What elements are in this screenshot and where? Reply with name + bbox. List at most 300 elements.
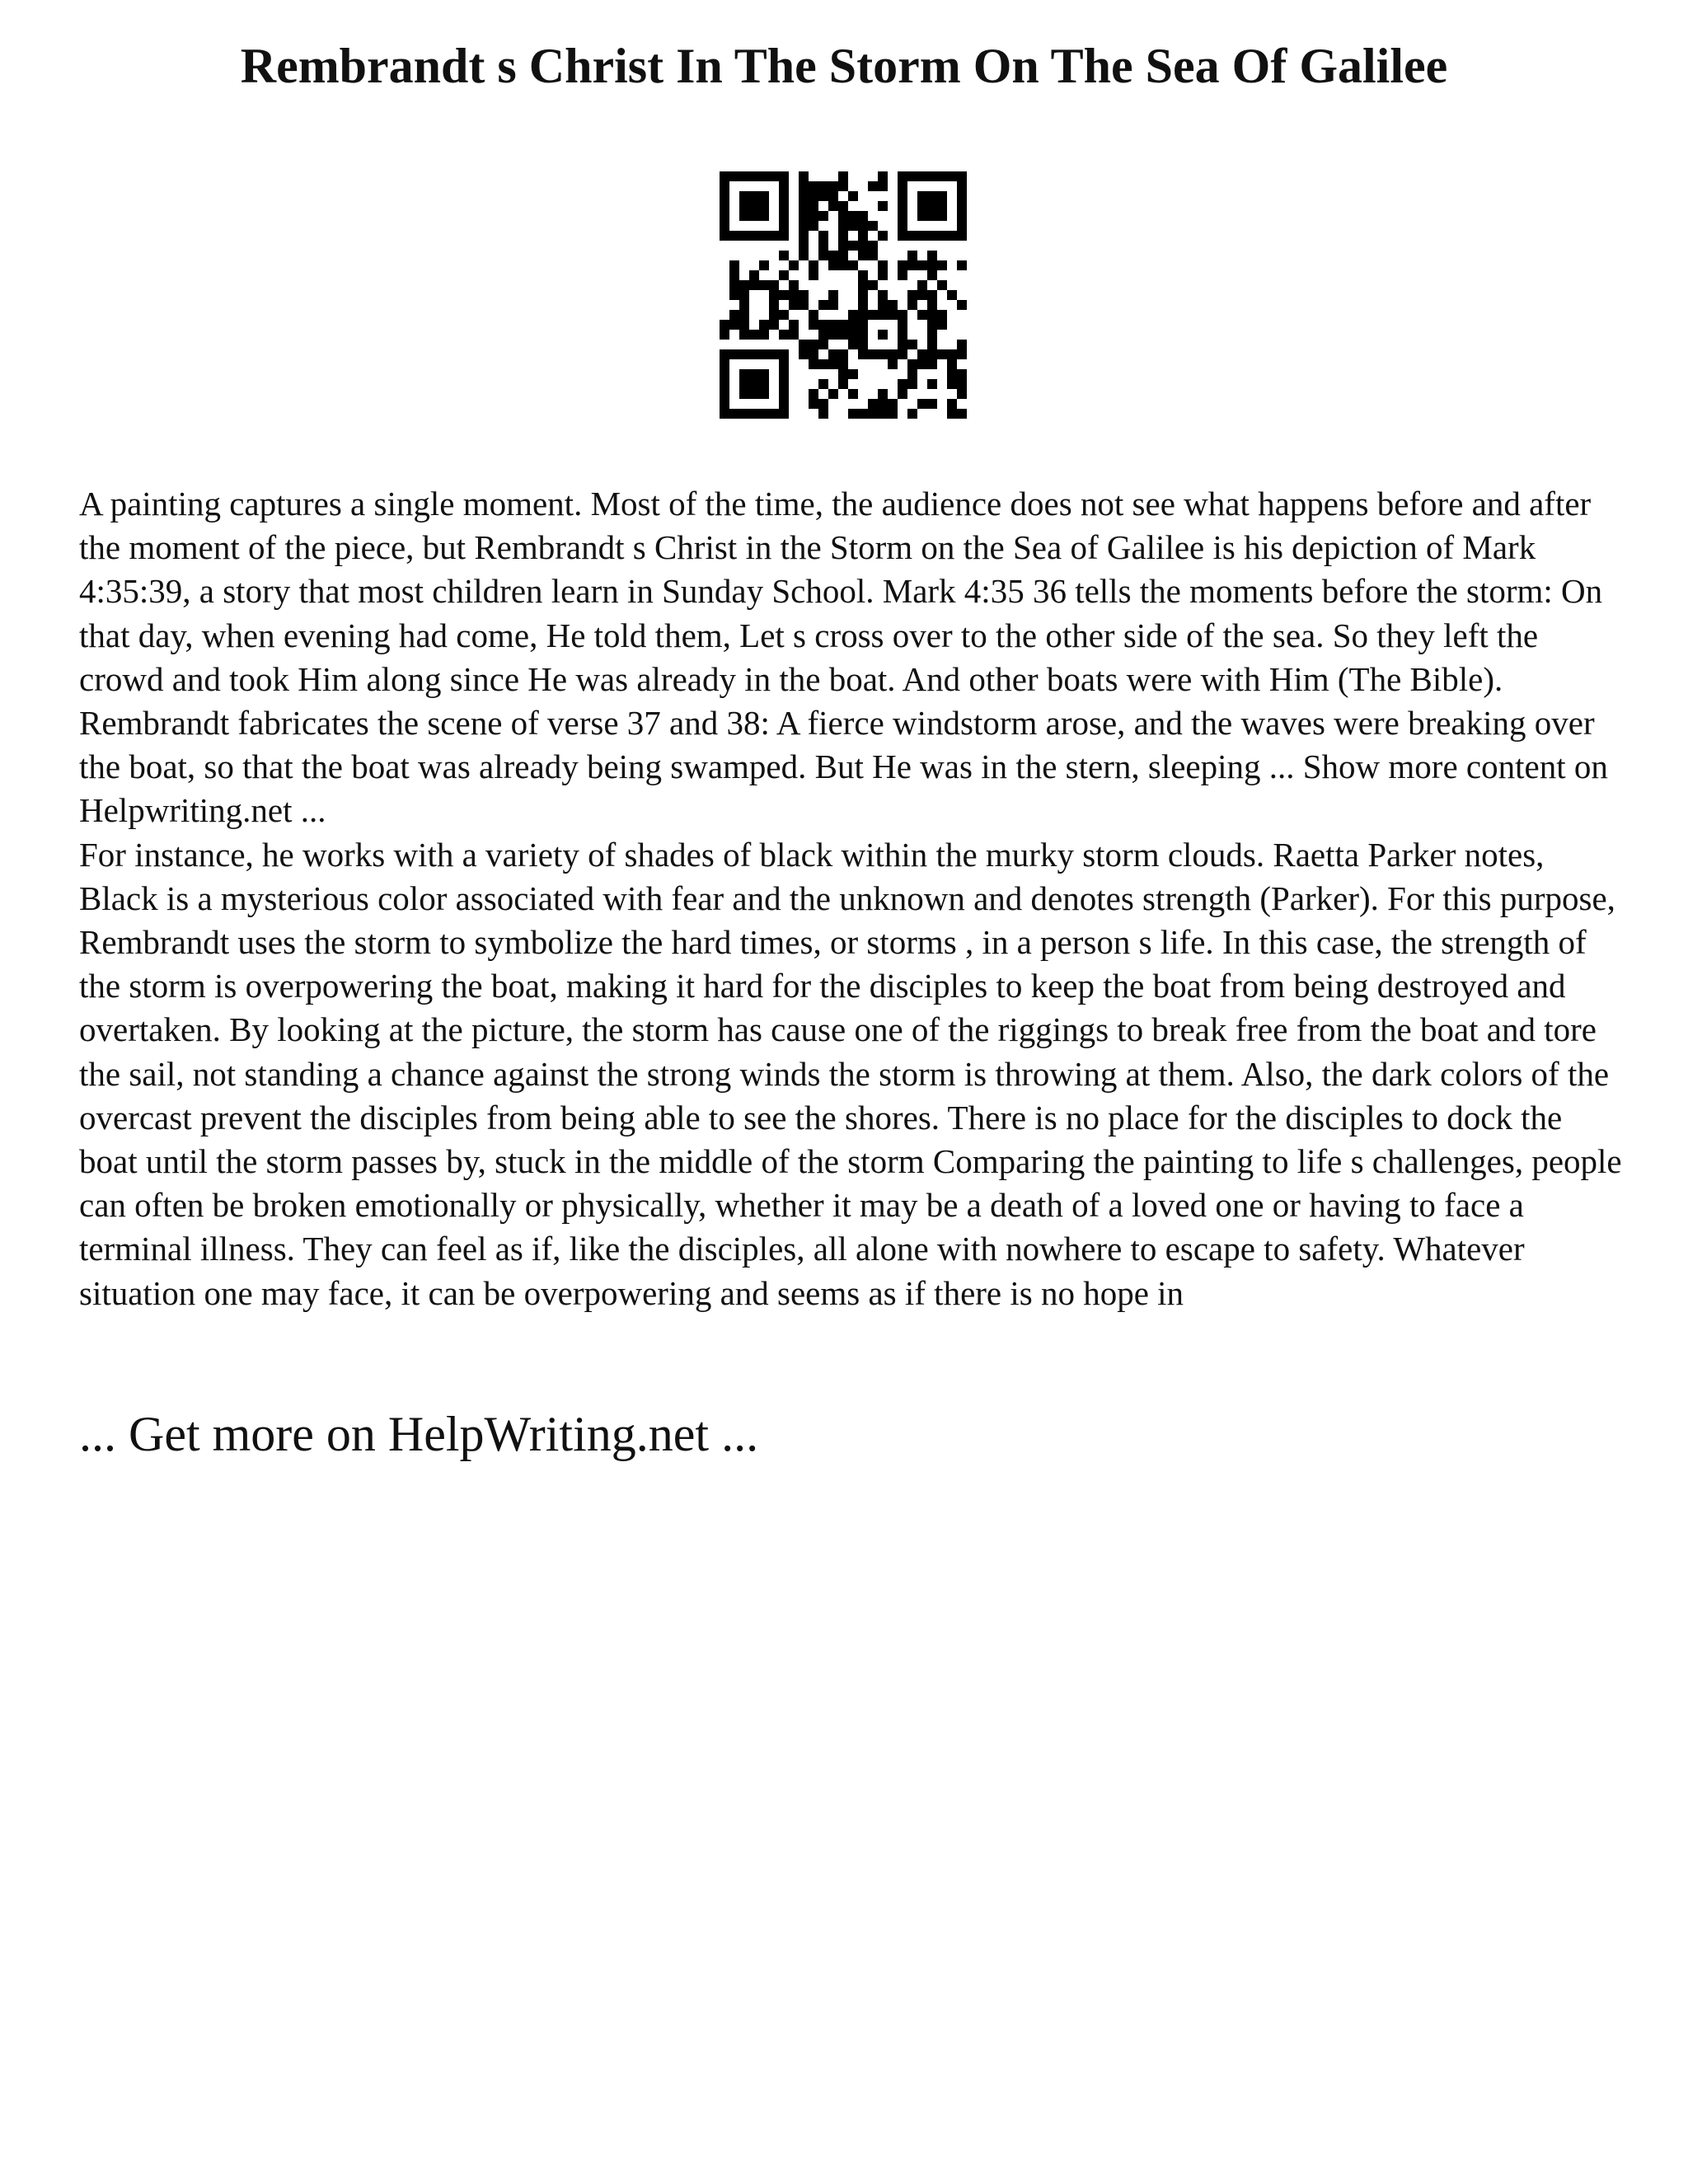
qr-module	[739, 330, 749, 340]
qr-module	[799, 231, 809, 241]
qr-module	[720, 409, 729, 419]
qr-module	[927, 379, 937, 389]
qr-module	[828, 290, 838, 300]
get-more-link[interactable]: ... Get more on HelpWriting.net ...	[79, 1407, 759, 1461]
qr-module	[809, 320, 818, 330]
qr-module	[789, 300, 799, 310]
qr-module	[759, 349, 769, 359]
qr-module	[818, 379, 828, 389]
qr-module	[848, 330, 858, 340]
qr-module	[818, 241, 828, 251]
qr-module	[809, 191, 818, 201]
qr-module	[947, 409, 957, 419]
qr-module	[907, 409, 917, 419]
qr-module	[898, 310, 907, 320]
qr-module	[917, 260, 927, 270]
qr-module	[927, 201, 937, 211]
qr-module	[729, 290, 739, 300]
qr-module	[888, 310, 898, 320]
qr-module	[888, 399, 898, 409]
qr-module	[749, 389, 759, 399]
qr-module	[937, 310, 947, 320]
qr-module	[907, 359, 917, 369]
qr-module	[858, 320, 868, 330]
qr-module	[720, 369, 729, 379]
qr-module	[878, 260, 888, 270]
qr-module	[868, 349, 878, 359]
qr-module	[917, 290, 927, 300]
qr-module	[720, 349, 729, 359]
qr-module	[749, 409, 759, 419]
qr-module	[749, 280, 759, 290]
qr-module	[937, 211, 947, 221]
qr-module	[878, 290, 888, 300]
page-title: Rembrandt s Christ In The Storm On The Sea Of Galilee	[240, 39, 1448, 93]
qr-module	[957, 171, 967, 181]
qr-module	[809, 389, 818, 399]
qr-module	[937, 260, 947, 270]
qr-module	[838, 241, 848, 251]
qr-module	[779, 399, 789, 409]
qr-module	[917, 349, 927, 359]
qr-module	[898, 330, 907, 340]
qr-module	[917, 201, 927, 211]
qr-module	[759, 369, 769, 379]
qr-module	[769, 409, 779, 419]
qr-module	[858, 241, 868, 251]
qr-module	[878, 171, 888, 181]
qr-module	[838, 369, 848, 379]
qr-module	[957, 300, 967, 310]
qr-module	[749, 201, 759, 211]
paragraph-2: For instance, he works with a variety of shades of black within the murky storm clouds. Raetta Parker notes, Black is a mysterious color associated with fear and the unknown and denotes strength (Parker). For this purpose, Rembrandt uses the storm to symbolize the hard times, or storms , in a person s life. In this case, the strength of the storm is overpowering the boat, making it hard for the disciples to keep the boat from being destroyed and overtaken. By looking at the picture, the storm has cause one of the riggings to break free from the boat and tore the sail, not standing a chance against the strong winds the storm is throwing at them. Also, the dark colors of the overcast prevent the disciples from being able to see the shores. There is no place for the disciples to dock the boat until the storm passes by, stuck in the middle of the storm Comparing the painting to life s challenges, people can often be broken emotionally or physically, whether it may be a death of a loved one or having to face a terminal illness. They can feel as if, like the disciples, all alone with nowhere to escape to safety. Whatever situation one may face, it can be overpowering and seems as if there is no hope in	[79, 835, 1622, 1312]
qr-module	[838, 320, 848, 330]
qr-module	[858, 310, 868, 320]
qr-module	[898, 231, 907, 241]
qr-module	[947, 369, 957, 379]
qr-module	[818, 359, 828, 369]
qr-module	[799, 191, 809, 201]
qr-module	[947, 379, 957, 389]
qr-module	[799, 181, 809, 191]
qr-module	[759, 171, 769, 181]
qr-module	[858, 340, 868, 349]
qr-module	[937, 201, 947, 211]
qr-module	[858, 349, 868, 359]
qr-module	[769, 349, 779, 359]
qr-module	[957, 340, 967, 349]
qr-module	[809, 181, 818, 191]
qr-module	[828, 191, 838, 201]
qr-module	[799, 241, 809, 251]
qr-module	[739, 300, 749, 310]
qr-module	[759, 191, 769, 201]
qr-module	[720, 191, 729, 201]
qr-module	[739, 191, 749, 201]
qr-module	[838, 330, 848, 340]
qr-module	[759, 260, 769, 270]
qr-module	[957, 369, 967, 379]
qr-module	[838, 211, 848, 221]
qr-module	[779, 389, 789, 399]
qr-module	[907, 260, 917, 270]
qr-module	[957, 181, 967, 191]
qr-module	[779, 379, 789, 389]
qr-module	[749, 211, 759, 221]
qr-module	[957, 349, 967, 359]
qr-module	[809, 221, 818, 231]
qr-module	[957, 221, 967, 231]
qr-module	[858, 330, 868, 340]
qr-module	[759, 389, 769, 399]
qr-module	[789, 320, 799, 330]
qr-module	[927, 310, 937, 320]
qr-module	[947, 290, 957, 300]
qr-module	[848, 191, 858, 201]
qr-module	[720, 211, 729, 221]
qr-module	[779, 330, 789, 340]
qr-module	[779, 310, 789, 320]
qr-module	[907, 231, 917, 241]
qr-module	[779, 369, 789, 379]
qr-module	[759, 379, 769, 389]
qr-module	[858, 251, 868, 260]
qr-module	[818, 300, 828, 310]
qr-module	[917, 171, 927, 181]
qr-module	[759, 320, 769, 330]
qr-module	[739, 280, 749, 290]
qr-module	[769, 320, 779, 330]
qr-module	[927, 211, 937, 221]
qr-module	[957, 201, 967, 211]
qr-module	[828, 389, 838, 399]
qr-module	[917, 191, 927, 201]
qr-module	[937, 231, 947, 241]
qr-module	[907, 300, 917, 310]
qr-module	[937, 191, 947, 201]
qr-module	[838, 260, 848, 270]
qr-module	[898, 340, 907, 349]
qr-module	[809, 260, 818, 270]
qr-code-icon[interactable]	[720, 171, 967, 419]
qr-module	[917, 280, 927, 290]
qr-module	[749, 270, 759, 280]
qr-module	[799, 349, 809, 359]
qr-module	[898, 191, 907, 201]
qr-module	[828, 181, 838, 191]
qr-module	[858, 409, 868, 419]
qr-module	[898, 389, 907, 399]
qr-module	[937, 280, 947, 290]
qr-module	[878, 270, 888, 280]
qr-module	[809, 399, 818, 409]
qr-module	[739, 231, 749, 241]
qr-module	[749, 379, 759, 389]
qr-module	[720, 221, 729, 231]
qr-module	[818, 251, 828, 260]
qr-module	[779, 231, 789, 241]
qr-module	[799, 290, 809, 300]
qr-module	[789, 330, 799, 340]
qr-module	[838, 181, 848, 191]
qr-module	[907, 340, 917, 349]
qr-module	[759, 231, 769, 241]
qr-module	[898, 181, 907, 191]
qr-module	[898, 171, 907, 181]
qr-module	[838, 231, 848, 241]
qr-module	[927, 340, 937, 349]
qr-module	[828, 260, 838, 270]
qr-module	[957, 379, 967, 389]
qr-module	[720, 359, 729, 369]
qr-module	[759, 280, 769, 290]
qr-module	[878, 181, 888, 191]
qr-module	[927, 399, 937, 409]
qr-module	[720, 379, 729, 389]
qr-module	[779, 349, 789, 359]
qr-module	[799, 300, 809, 310]
qr-module	[957, 260, 967, 270]
qr-module	[739, 389, 749, 399]
qr-module	[729, 171, 739, 181]
qr-module	[720, 399, 729, 409]
qr-module	[878, 231, 888, 241]
qr-module	[927, 231, 937, 241]
qr-module	[947, 359, 957, 369]
qr-module	[759, 211, 769, 221]
qr-module	[818, 191, 828, 201]
qr-module	[927, 191, 937, 201]
qr-module	[898, 221, 907, 231]
qr-module	[818, 330, 828, 340]
qr-module	[759, 201, 769, 211]
qr-module	[878, 349, 888, 359]
qr-module	[729, 349, 739, 359]
qr-module	[809, 349, 818, 359]
qr-module	[749, 330, 759, 340]
qr-module	[927, 320, 937, 330]
qr-module	[937, 171, 947, 181]
qr-module	[799, 201, 809, 211]
qr-module	[878, 409, 888, 419]
qr-module	[898, 349, 907, 359]
qr-module	[858, 270, 868, 280]
qr-module	[838, 171, 848, 181]
qr-module	[858, 211, 868, 221]
qr-module	[729, 260, 739, 270]
qr-module	[729, 231, 739, 241]
qr-module	[809, 340, 818, 349]
qr-module	[779, 221, 789, 231]
qr-module	[917, 399, 927, 409]
qr-module	[828, 201, 838, 211]
qr-module	[779, 211, 789, 221]
qr-module	[818, 409, 828, 419]
qr-module	[838, 379, 848, 389]
qr-module	[927, 171, 937, 181]
qr-module	[848, 409, 858, 419]
qr-module	[878, 399, 888, 409]
qr-module	[848, 221, 858, 231]
qr-module	[729, 409, 739, 419]
qr-module	[739, 290, 749, 300]
qr-module	[739, 369, 749, 379]
qr-module	[898, 320, 907, 330]
qr-module	[828, 349, 838, 359]
qr-module	[720, 231, 729, 241]
qr-module	[868, 399, 878, 409]
qr-module	[898, 270, 907, 280]
qr-module	[957, 389, 967, 399]
qr-module	[907, 290, 917, 300]
qr-module	[779, 171, 789, 181]
qr-module	[789, 290, 799, 300]
qr-module	[878, 330, 888, 340]
qr-module	[927, 300, 937, 310]
qr-module	[749, 231, 759, 241]
qr-module	[779, 270, 789, 280]
qr-module	[739, 379, 749, 389]
qr-module	[809, 270, 818, 280]
qr-module	[937, 349, 947, 359]
qr-module	[799, 221, 809, 231]
qr-module	[779, 191, 789, 201]
qr-module	[957, 409, 967, 419]
qr-module	[927, 349, 937, 359]
qr-module	[769, 280, 779, 290]
article-body	[79, 482, 1629, 1315]
qr-module	[769, 171, 779, 181]
qr-module	[848, 310, 858, 320]
qr-module	[828, 330, 838, 340]
qr-module	[769, 300, 779, 310]
qr-module	[947, 349, 957, 359]
qr-module	[858, 221, 868, 231]
qr-module	[720, 181, 729, 191]
qr-module	[868, 181, 878, 191]
qr-module	[868, 409, 878, 419]
qr-module	[749, 191, 759, 201]
qr-module	[858, 290, 868, 300]
qr-module	[888, 349, 898, 359]
qr-module	[878, 300, 888, 310]
qr-module	[878, 310, 888, 320]
qr-module	[799, 171, 809, 181]
qr-module	[720, 201, 729, 211]
qr-module	[818, 181, 828, 191]
qr-module	[927, 290, 937, 300]
qr-module	[848, 211, 858, 221]
qr-module	[828, 300, 838, 310]
qr-module	[739, 171, 749, 181]
qr-module	[779, 409, 789, 419]
qr-module	[729, 270, 739, 280]
qr-module	[809, 310, 818, 320]
qr-module	[898, 379, 907, 389]
qr-module	[848, 340, 858, 349]
qr-module	[759, 330, 769, 340]
qr-module	[907, 369, 917, 379]
qr-module	[868, 280, 878, 290]
qr-module	[927, 270, 937, 280]
qr-module	[739, 211, 749, 221]
qr-module	[720, 320, 729, 330]
qr-module	[818, 211, 828, 221]
qr-module	[720, 389, 729, 399]
qr-code-graphic	[720, 171, 967, 419]
qr-module	[868, 241, 878, 251]
qr-module	[720, 171, 729, 181]
qr-module	[809, 201, 818, 211]
qr-module	[729, 280, 739, 290]
qr-module	[799, 251, 809, 260]
qr-module	[907, 379, 917, 389]
qr-module	[809, 359, 818, 369]
qr-module	[818, 399, 828, 409]
qr-module	[898, 201, 907, 211]
qr-module	[729, 320, 739, 330]
qr-module	[799, 340, 809, 349]
qr-module	[838, 359, 848, 369]
qr-module	[779, 181, 789, 191]
qr-module	[720, 330, 729, 340]
qr-module	[917, 231, 927, 241]
qr-module	[858, 280, 868, 290]
qr-module	[739, 349, 749, 359]
qr-module	[749, 171, 759, 181]
qr-module	[739, 310, 749, 320]
qr-module	[739, 201, 749, 211]
qr-module	[878, 201, 888, 211]
qr-module	[848, 369, 858, 379]
qr-module	[828, 359, 838, 369]
qr-module	[848, 260, 858, 270]
qr-module	[917, 310, 927, 320]
qr-module	[809, 211, 818, 221]
qr-module	[749, 349, 759, 359]
qr-module	[759, 409, 769, 419]
qr-module	[769, 290, 779, 300]
qr-module	[729, 310, 739, 320]
qr-module	[917, 211, 927, 221]
qr-module	[927, 359, 937, 369]
qr-module	[888, 409, 898, 419]
qr-module	[769, 310, 779, 320]
qr-module	[818, 340, 828, 349]
qr-module	[779, 359, 789, 369]
qr-module	[848, 389, 858, 399]
qr-module	[769, 231, 779, 241]
qr-module	[828, 251, 838, 260]
qr-module	[848, 241, 858, 251]
qr-module	[957, 231, 967, 241]
qr-module	[917, 359, 927, 369]
qr-module	[838, 201, 848, 211]
qr-module	[779, 201, 789, 211]
qr-module	[858, 231, 868, 241]
qr-module	[749, 369, 759, 379]
qr-module	[947, 231, 957, 241]
qr-module	[947, 399, 957, 409]
qr-module	[818, 231, 828, 241]
qr-module	[739, 320, 749, 330]
qr-module	[838, 221, 848, 231]
qr-module	[789, 280, 799, 290]
qr-module	[888, 300, 898, 310]
qr-module	[927, 260, 937, 270]
qr-module	[898, 211, 907, 221]
qr-module	[868, 221, 878, 231]
